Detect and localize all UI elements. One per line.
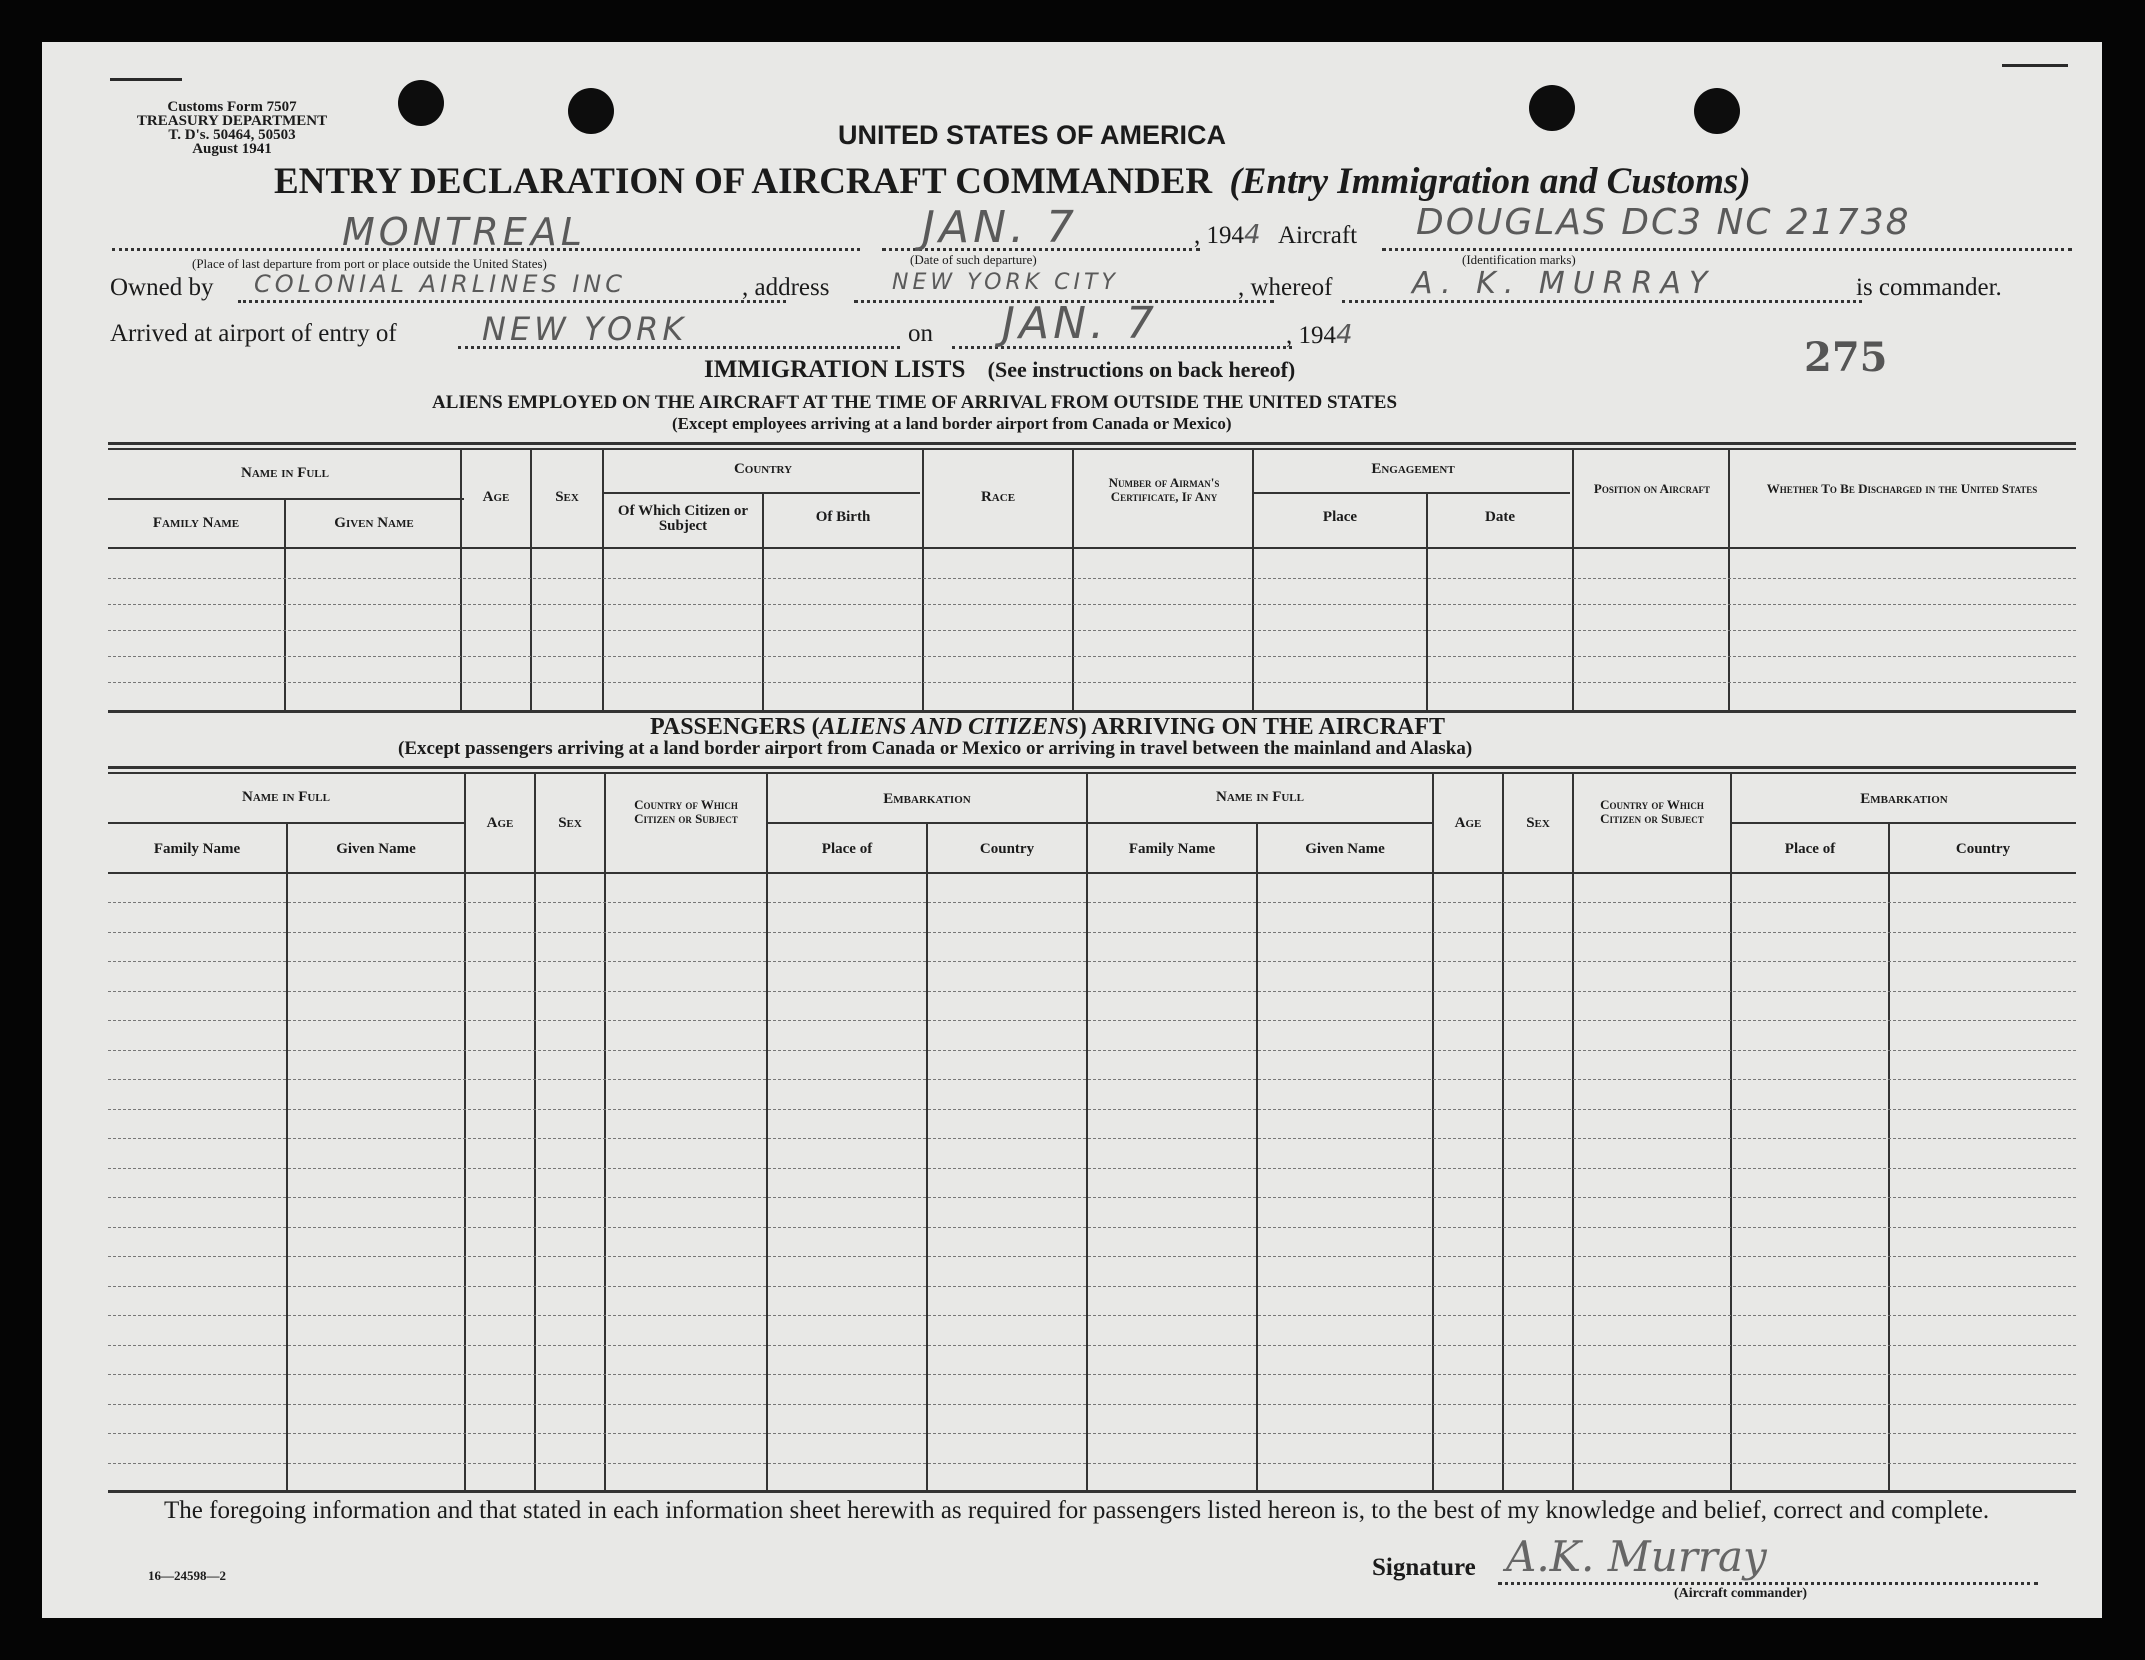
- passengers-heading-b: ALIENS AND CITIZENS: [819, 714, 1079, 740]
- table-row: [108, 1345, 2076, 1346]
- signature: A.K. Murray: [1506, 1532, 1767, 1581]
- signature-label: Signature: [1372, 1554, 1476, 1581]
- form-title: [274, 160, 1751, 203]
- on-label: on: [908, 320, 933, 347]
- table-border: [108, 448, 2076, 450]
- subheader-rule: [1732, 822, 2076, 824]
- table-row: [108, 656, 2076, 657]
- col-given-name-2: Given Name: [1305, 841, 1385, 857]
- form-title-sub: (Entry Immigration and Customs): [1229, 161, 1751, 202]
- col-sex: Sex: [558, 815, 582, 831]
- address-value: NEW YORK CITY: [892, 270, 1119, 295]
- table-row: [108, 682, 2076, 683]
- col-sex: Sex: [555, 489, 579, 505]
- departure-place-value: MONTREAL: [342, 210, 586, 254]
- commander-value: A. K. MURRAY: [1412, 266, 1716, 301]
- table-row: [108, 1374, 2076, 1375]
- table-row: [108, 1138, 2076, 1139]
- col-place: Place: [1322, 509, 1358, 525]
- aircraft-label: Aircraft: [1278, 222, 1358, 249]
- table-row: [108, 932, 2076, 933]
- col-family-name: Family Name: [152, 515, 240, 531]
- col-given-name: Given Name: [334, 515, 414, 531]
- certification-statement: The foregoing information and that stated in each information sheet herewith as required for passengers listed hereon is, to the best of my knowledge and belief, correct and complete.: [164, 1497, 1990, 1524]
- col-name-in-full: Name in Full: [241, 789, 330, 805]
- table-row: [108, 1227, 2076, 1228]
- table-row: [108, 1433, 2076, 1434]
- arrival-date-value: JAN. 7: [1002, 298, 1158, 349]
- signature-line: [1498, 1582, 2038, 1585]
- column-divider: [602, 448, 604, 710]
- punch-hole: [398, 80, 444, 126]
- table-row: [108, 1168, 2076, 1169]
- immigration-heading: [704, 356, 1295, 384]
- subheader-rule: [1254, 492, 1570, 494]
- col-family-name: Family Name: [153, 841, 241, 857]
- owned-label: Owned by: [110, 274, 214, 301]
- form-id-block: [102, 100, 362, 156]
- address-label: , address: [742, 274, 830, 301]
- form-sheet: [42, 42, 2102, 1618]
- airport-value: NEW YORK: [482, 310, 688, 348]
- col-country-2: Country: [1955, 841, 2011, 857]
- table-row: [108, 902, 2076, 903]
- column-divider: [464, 772, 466, 1490]
- punch-hole: [1529, 85, 1575, 131]
- col-name-in-full: Name in Full: [240, 465, 329, 481]
- col-age: Age: [486, 815, 514, 831]
- col-sex-2: Sex: [1526, 815, 1550, 831]
- aircraft-marks-value: DOUGLAS DC3 NC 21738: [1416, 202, 1911, 243]
- immigration-title: IMMIGRATION LISTS: [704, 356, 966, 383]
- col-family-name-2: Family Name: [1128, 841, 1216, 857]
- column-divider: [604, 772, 606, 1490]
- column-divider: [1888, 822, 1890, 1490]
- stamp-number: 275: [1804, 334, 1888, 381]
- col-age: Age: [482, 489, 510, 505]
- column-divider: [1502, 772, 1504, 1490]
- departure-date-value: JAN. 7: [922, 202, 1078, 253]
- col-country: Country: [733, 461, 793, 477]
- subheader-rule: [108, 498, 464, 500]
- column-divider: [766, 772, 768, 1490]
- col-engagement: Engagement: [1371, 461, 1455, 477]
- column-divider: [460, 448, 462, 710]
- col-place-of-2: Place of: [1784, 841, 1836, 857]
- col-country: Country: [979, 841, 1035, 857]
- aliens-heading: ALIENS EMPLOYED ON THE AIRCRAFT AT THE TIME OF ARRIVAL FROM OUTSIDE THE UNITED STATES: [432, 392, 1398, 413]
- col-embarkation: Embarkation: [883, 791, 971, 807]
- table-row: [108, 1197, 2076, 1198]
- passengers-heading: [650, 714, 1445, 741]
- col-embarkation-2: Embarkation: [1860, 791, 1948, 807]
- owner-value: COLONIAL AIRLINES INC: [254, 270, 627, 298]
- table-border: [108, 766, 2076, 769]
- column-divider: [1432, 772, 1434, 1490]
- form-id-line: August 1941: [192, 141, 272, 157]
- col-name-in-full-2: Name in Full: [1215, 789, 1304, 805]
- table-row: [108, 1109, 2076, 1110]
- owner-line: [238, 300, 786, 303]
- aliens-subheading: (Except employees arriving at a land border airport from Canada or Mexico): [672, 414, 1232, 433]
- table-bottom-rule: [108, 1490, 2076, 1493]
- col-country-citizen-2: Country of Which Citizen or Subject: [1600, 797, 1704, 826]
- column-divider: [1072, 448, 1074, 710]
- year-digit: 4: [1244, 220, 1261, 250]
- col-airman-certificate: Number of Airman's Certificate, If Any: [1108, 475, 1220, 504]
- column-divider: [286, 822, 288, 1490]
- form-number: 16—24598—2: [148, 1568, 226, 1583]
- subheader-rule: [1088, 822, 1434, 824]
- form-title-main: ENTRY DECLARATION OF AIRCRAFT COMMANDER: [274, 161, 1213, 202]
- top-mark: [110, 78, 182, 81]
- column-divider: [534, 772, 536, 1490]
- form-id-line: T. D's. 50464, 50503: [168, 127, 296, 143]
- col-given-name: Given Name: [336, 841, 416, 857]
- col-country-citizen: Country of Which Citizen or Subject: [634, 797, 738, 826]
- column-divider: [1572, 448, 1574, 710]
- punch-hole: [568, 88, 614, 134]
- table-row: [108, 604, 2076, 605]
- header-bottom-rule: [108, 872, 2076, 874]
- year-prefix: , 194: [1286, 322, 1336, 349]
- departure-year: [1194, 220, 1261, 250]
- header-bottom-rule: [108, 547, 2076, 549]
- departure-place-caption: (Place of last departure from port or place outside the United States): [192, 256, 547, 271]
- column-divider: [1728, 448, 1730, 710]
- column-divider: [1086, 772, 1088, 1490]
- signature-caption: (Aircraft commander): [1674, 1586, 1808, 1601]
- column-divider: [1252, 448, 1254, 710]
- col-of-birth: Of Birth: [815, 509, 871, 525]
- whereof-label: , whereof: [1238, 274, 1333, 301]
- table-row: [108, 1463, 2076, 1464]
- country-title: UNITED STATES OF AMERICA: [838, 120, 1226, 150]
- table-row: [108, 578, 2076, 579]
- year-prefix: , 194: [1194, 222, 1244, 249]
- form-id-line: Customs Form 7507: [167, 99, 297, 115]
- arrived-label: Arrived at airport of entry of: [110, 320, 397, 347]
- col-position: Position on Aircraft: [1593, 481, 1711, 496]
- column-divider: [1572, 772, 1574, 1490]
- table-bottom-rule: [108, 710, 2076, 713]
- immigration-instructions: (See instructions on back hereof): [987, 357, 1296, 382]
- table-row: [108, 1256, 2076, 1257]
- passengers-heading-a: PASSENGERS (: [650, 714, 820, 740]
- commander-suffix: is commander.: [1856, 274, 2002, 301]
- arrival-year: [1286, 320, 1353, 350]
- passengers-subheading: (Except passengers arriving at a land border airport from Canada or Mexico or arriving in travel between the mainland and Alaska): [398, 738, 1473, 759]
- aircraft-line: [1382, 248, 2072, 251]
- table-row: [108, 991, 2076, 992]
- column-divider: [922, 448, 924, 710]
- table-row: [108, 630, 2076, 631]
- table-row: [108, 1079, 2076, 1080]
- form-id-line: TREASURY DEPARTMENT: [136, 113, 328, 129]
- table-row: [108, 1050, 2076, 1051]
- table-border: [108, 772, 2076, 774]
- punch-hole: [1694, 88, 1740, 134]
- departure-date-caption: (Date of such departure): [910, 252, 1037, 267]
- aircraft-caption: (Identification marks): [1462, 252, 1576, 267]
- column-divider: [926, 822, 928, 1490]
- year-digit: 4: [1336, 320, 1353, 350]
- column-divider: [1730, 772, 1732, 1490]
- col-age-2: Age: [1454, 815, 1482, 831]
- table-row: [108, 1286, 2076, 1287]
- table-row: [108, 1315, 2076, 1316]
- column-divider: [530, 448, 532, 710]
- col-place-of: Place of: [821, 841, 873, 857]
- col-race: Race: [980, 489, 1016, 505]
- table-row: [108, 1020, 2076, 1021]
- top-mark: [2002, 64, 2068, 67]
- col-of-which-citizen: Of Which Citizen or Subject: [617, 503, 749, 534]
- table-border: [108, 442, 2076, 445]
- column-divider: [1256, 822, 1258, 1490]
- table-row: [108, 961, 2076, 962]
- table-row: [108, 1404, 2076, 1405]
- col-discharged: Whether To Be Discharged in the United States: [1766, 481, 2038, 496]
- passengers-heading-c: ) ARRIVING ON THE AIRCRAFT: [1078, 714, 1446, 740]
- col-date: Date: [1485, 509, 1515, 525]
